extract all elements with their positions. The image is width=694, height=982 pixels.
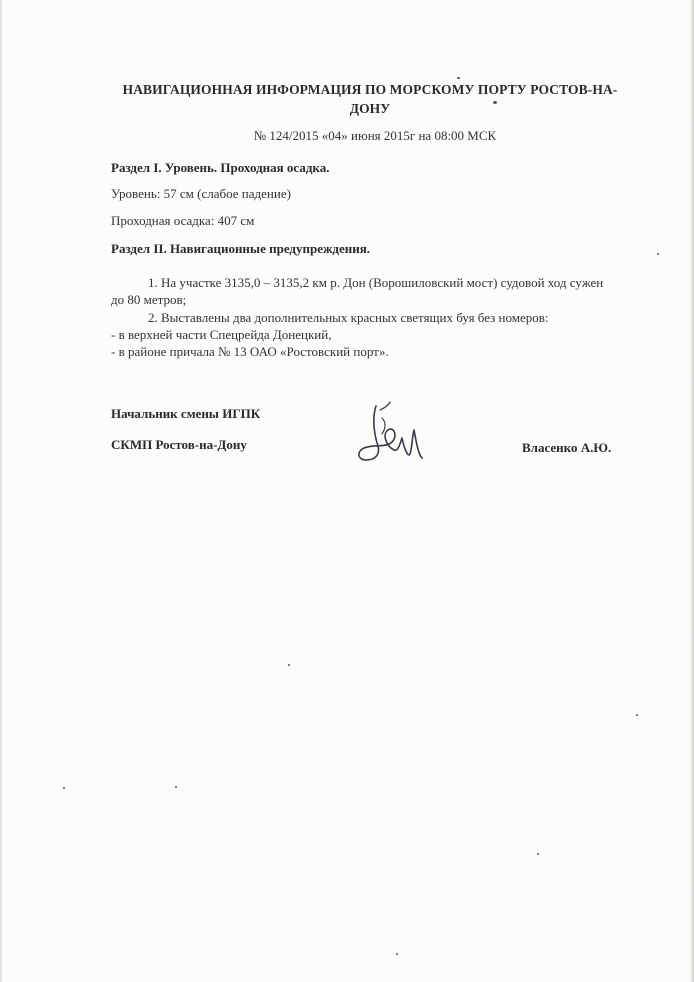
scan-edge-left [0,0,3,982]
scan-speck [63,787,65,789]
scan-speck [175,786,177,788]
scan-speck [493,101,497,104]
warning-bullet-2: - в районе причала № 13 ОАО «Ростовский порт». [111,344,389,359]
scan-speck [636,714,638,716]
scan-edge-right [690,0,694,982]
warning-item-1-line-2: до 80 метров; [111,292,187,307]
signatory-role-line-2: СКМП Ростов-на-Дону [111,437,247,452]
handwritten-signature [352,400,432,468]
scan-speck [537,853,539,855]
warning-item-2: 2. Выставлены два дополнительных красных светящих буя без номеров: [148,310,549,325]
scan-speck [396,953,398,955]
section1-heading: Раздел I. Уровень. Проходная осадка. [111,160,330,175]
scan-speck [457,77,460,79]
warning-bullet-1: - в верхней части Спецрейда Донецкий, [111,327,332,342]
document-subtitle: № 124/2015 «04» июня 2015г на 08:00 МСК [253,128,497,143]
signatory-name: Власенко А.Ю. [522,440,612,455]
section2-heading: Раздел II. Навигационные предупреждения. [111,241,371,256]
warning-item-1-line-1: 1. На участке 3135,0 – 3135,2 км р. Дон (Ворошиловский мост) судовой ход сужен [148,275,604,290]
passage-draft-line: Проходная осадка: 407 см [111,213,255,228]
scan-speck [657,253,659,255]
document-title: НАВИГАЦИОННАЯ ИНФОРМАЦИЯ ПО МОРСКОМУ ПОРТУ РОСТОВ-НА-ДОНУ [122,82,618,116]
signatory-role-line-1: Начальник смены ИГПК [111,406,261,421]
water-level-line: Уровень: 57 см (слабое падение) [111,186,291,201]
scan-speck [288,664,290,666]
